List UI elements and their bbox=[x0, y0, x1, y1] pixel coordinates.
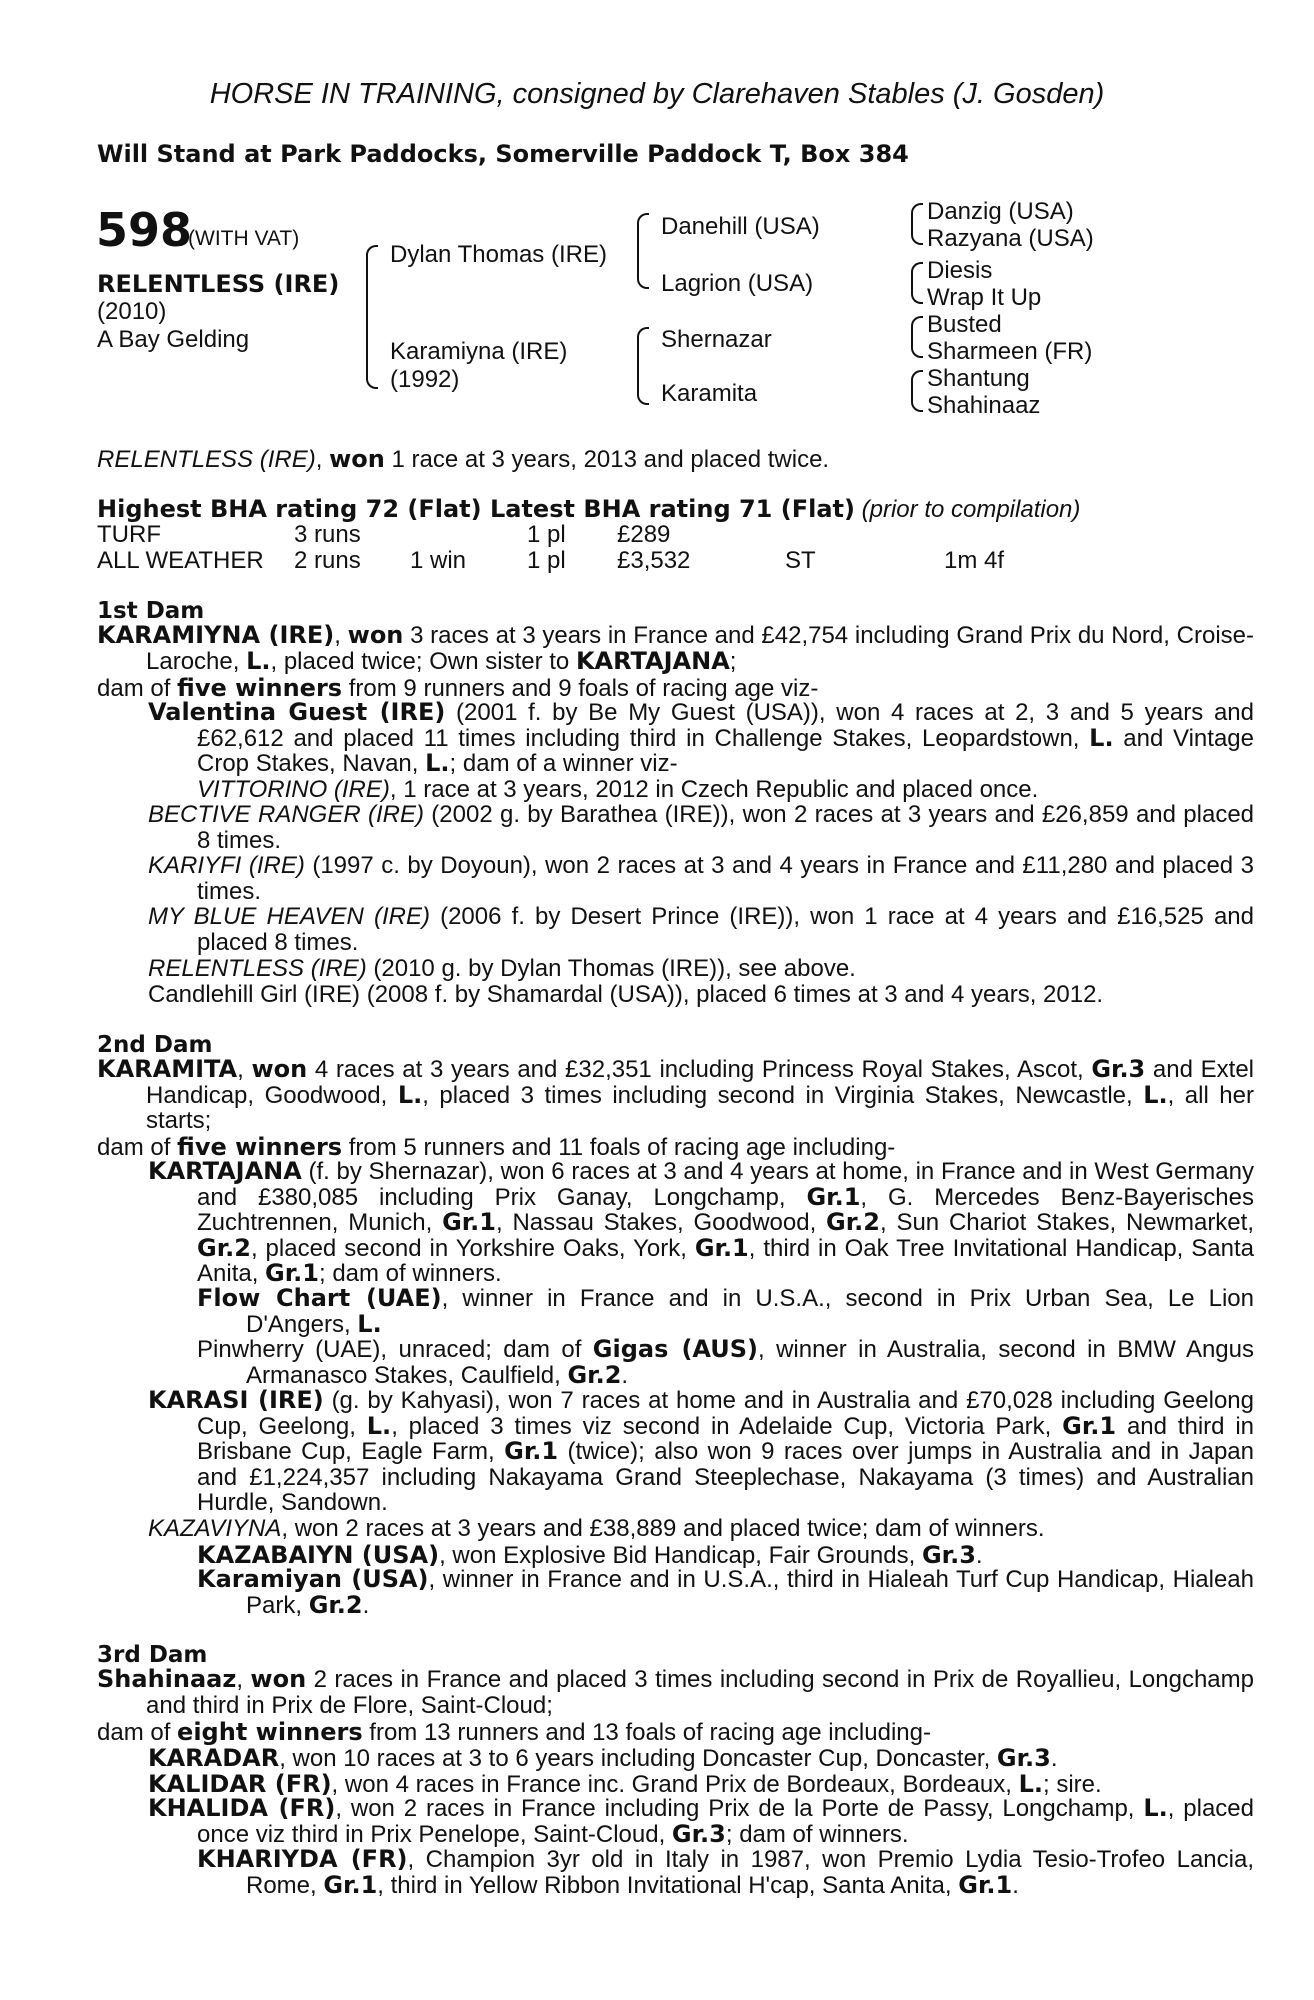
sire-dam: Lagrion (USA) bbox=[661, 270, 814, 297]
flow-chart-entry bbox=[197, 1286, 1254, 1337]
karasi-name: KARASI (IRE) bbox=[148, 1386, 324, 1414]
first-dam-of-rest: from 9 runners and 9 foals of racing age viz- bbox=[342, 675, 819, 702]
second-dam-heading: 2nd Dam bbox=[97, 1032, 213, 1058]
turf-surface: TURF bbox=[97, 521, 161, 548]
second-dam-of-rest: from 5 runners and 11 foals of racing age including- bbox=[342, 1134, 896, 1161]
karasi-text-3: and third in Brisbane Cup, Eagle Farm, bbox=[197, 1412, 1255, 1465]
third-dam-record bbox=[97, 1667, 1254, 1718]
sire-sire: Danehill (USA) bbox=[661, 213, 820, 240]
third-dam-heading: 3rd Dam bbox=[97, 1642, 208, 1668]
foaling-year: (2010) bbox=[97, 298, 167, 325]
pinwherry-entry bbox=[197, 1337, 1254, 1388]
pedigree-brace-sire bbox=[637, 213, 649, 289]
second-dam-text-3: , placed 3 times including second in Virginia Stakes, Newcastle, bbox=[422, 1081, 1144, 1109]
racing-summary bbox=[97, 445, 829, 474]
first-dam-comma: , bbox=[334, 622, 348, 649]
gg-dam-3: Sharmeen (FR) bbox=[927, 338, 1093, 365]
kartajana-entry bbox=[148, 1159, 1254, 1287]
pedigree-brace-dam bbox=[637, 327, 649, 405]
first-dam-text-3: ; bbox=[729, 647, 737, 675]
khariyda-entry bbox=[197, 1847, 1254, 1898]
kariyfi-entry bbox=[148, 853, 1254, 904]
karasi-text-2: , placed 3 times viz second in Adelaide Cup, Victoria Park, bbox=[391, 1412, 1063, 1440]
khalida-listed: L. bbox=[1143, 1794, 1168, 1822]
third-dam-produce bbox=[97, 1718, 931, 1747]
kartajana-gr1-d: Gr.1 bbox=[265, 1259, 319, 1287]
khalida-text: , won 2 races in France including Prix de la Porte de Passy, Longchamp, bbox=[335, 1795, 1144, 1822]
khariyda-gr1-a: Gr.1 bbox=[323, 1870, 378, 1899]
pedigree-brace-g2 bbox=[911, 262, 923, 304]
aw-money: £3,532 bbox=[617, 547, 691, 574]
turf-runs: 3 runs bbox=[294, 521, 361, 548]
kazaviyna-text: , won 2 races at 3 years and £38,889 and placed twice; dam of winners. bbox=[281, 1515, 1045, 1542]
khalida-text-3: ; dam of winners. bbox=[725, 1820, 909, 1848]
kartajana-gr1-a: Gr.1 bbox=[806, 1182, 861, 1211]
karamiyan-text-2: . bbox=[362, 1591, 370, 1619]
flow-chart-text: , winner in France and in U.S.A., second in Prix Urban Sea, Le Lion D'Angers, bbox=[246, 1285, 1254, 1338]
second-dam-name: KARAMITA bbox=[97, 1055, 238, 1083]
third-dam-text-1: 2 races in France and placed 3 times including second in Prix de Royallieu, Longchamp and third in Prix de Flore, Saint-Cloud; bbox=[146, 1666, 1254, 1719]
karasi-listed: L. bbox=[366, 1411, 392, 1440]
aw-runs: 2 runs bbox=[294, 547, 361, 574]
kartajana-text-2: , G. Mercedes Benz-Bayerisches Zuchtrennen, Munich, bbox=[197, 1183, 1254, 1236]
horse-name: RELENTLESS (IRE) bbox=[97, 270, 340, 298]
kartajana-text-4: , Sun Chariot Stakes, Newmarket, bbox=[879, 1209, 1254, 1236]
karadar-gr3: Gr.3 bbox=[996, 1744, 1051, 1772]
pinwherry-gr2: Gr.2 bbox=[567, 1360, 622, 1389]
my-blue-heaven-entry bbox=[148, 904, 1254, 955]
karasi-gr1-a: Gr.1 bbox=[1062, 1411, 1117, 1440]
kartajana-text-3: , Nassau Stakes, Goodwood, bbox=[496, 1209, 827, 1236]
kartajana-gr1-b: Gr.1 bbox=[442, 1208, 496, 1236]
dam-dam: Karamita bbox=[661, 380, 758, 407]
karasi-text-1: (g. by Kahyasi), won 7 races at home and in Australia and £70,028 including Geelong Cup, Geelong, bbox=[197, 1387, 1254, 1440]
turf-placed: 1 pl bbox=[527, 521, 566, 548]
khariyda-text-3: . bbox=[1012, 1871, 1019, 1899]
second-dam-of-label: dam of bbox=[97, 1134, 178, 1161]
kazabaiyn-name: KAZABAIYN (USA) bbox=[197, 1541, 440, 1569]
kartajana-gr1-c: Gr.1 bbox=[694, 1233, 749, 1262]
turf-money: £289 bbox=[617, 521, 671, 548]
pedigree-brace-main bbox=[366, 245, 378, 389]
kartajana-gr2-b: Gr.2 bbox=[197, 1233, 251, 1262]
pedigree-brace-g1 bbox=[911, 203, 923, 245]
relentless-name: RELENTLESS (IRE) bbox=[148, 955, 367, 982]
karamiyan-entry bbox=[197, 1567, 1254, 1618]
khalida-text-2: , placed once viz third in Prix Penelope, Saint-Cloud, bbox=[197, 1795, 1254, 1848]
pinwherry-text-2: , winner in Australia, second in BMW Angus Armanasco Stakes, Caulfield, bbox=[246, 1336, 1255, 1389]
sire-name: Dylan Thomas (IRE) bbox=[390, 241, 607, 268]
page-header-title: HORSE IN TRAINING, consigned by Clarehaven Stables (J. Gosden) bbox=[209, 78, 1105, 110]
aw-placed: 1 pl bbox=[527, 547, 566, 574]
vat-label: (WITH VAT) bbox=[188, 227, 300, 250]
gg-sire-4: Shantung bbox=[927, 365, 1030, 392]
valentina-text-3: ; dam of a winner viz- bbox=[449, 750, 678, 777]
candlehill-girl-entry: Candlehill Girl (IRE) (2008 f. by Shamardal (USA)), placed 6 times at 3 and 4 years, 2012. bbox=[148, 981, 1104, 1008]
first-dam-listed: L. bbox=[246, 646, 271, 675]
second-dam-record bbox=[97, 1057, 1254, 1134]
khariyda-text-2: , third in Yellow Ribbon Invitational H'cap, Santa Anita, bbox=[377, 1871, 959, 1899]
khalida-gr3: Gr.3 bbox=[671, 1819, 726, 1848]
my-blue-heaven-text: (2006 f. by Desert Prince (IRE)), won 1 race at 4 years and £16,525 and placed 8 times. bbox=[197, 903, 1255, 956]
khalida-name: KHALIDA (FR) bbox=[148, 1794, 336, 1822]
first-dam-won: won bbox=[347, 621, 404, 649]
lot-number: 598 bbox=[96, 203, 193, 257]
third-dam-of-label: dam of bbox=[97, 1719, 178, 1746]
vittorino-text: , 1 race at 3 years, 2012 in Czech Republic and placed once. bbox=[389, 776, 1039, 803]
khariyda-gr1-b: Gr.1 bbox=[958, 1870, 1013, 1899]
kalidar-name: KALIDAR (FR) bbox=[148, 1770, 332, 1798]
rating-note: (prior to compilation) bbox=[861, 496, 1081, 523]
dam-name: Karamiyna (IRE) bbox=[390, 338, 568, 365]
kalidar-text: , won 4 races in France inc. Grand Prix de Bordeaux, Bordeaux, bbox=[331, 1771, 1019, 1798]
second-dam-listed-2: L. bbox=[1143, 1080, 1168, 1109]
kartajana-text-6: , third in Oak Tree Invitational Handicap, Santa Anita, bbox=[197, 1234, 1254, 1287]
third-dam-winners: eight winners bbox=[177, 1718, 363, 1746]
summary-won: won bbox=[329, 445, 385, 473]
kazabaiyn-gr3: Gr.3 bbox=[921, 1541, 976, 1569]
khariyda-name: KHARIYDA (FR) bbox=[197, 1845, 408, 1873]
second-dam-text-4: , all her starts; bbox=[146, 1081, 1254, 1134]
kazaviyna-name: KAZAVIYNA bbox=[148, 1515, 282, 1542]
pinwherry-text-3: . bbox=[621, 1361, 629, 1389]
kartajana-text-1: (f. by Shernazar), won 6 races at 3 and 4 years at home, in France and in West Germany and £380,085 including Prix Ganay, Longchamp, bbox=[197, 1158, 1254, 1211]
gg-dam-2: Wrap It Up bbox=[927, 284, 1042, 311]
kariyfi-text: (1997 c. by Doyoun), won 2 races at 3 and 4 years in France and £11,280 and placed 3 times. bbox=[197, 852, 1254, 905]
khalida-entry bbox=[148, 1796, 1254, 1847]
karamiyan-gr2: Gr.2 bbox=[308, 1590, 363, 1619]
third-dam-of-rest: from 13 runners and 13 foals of racing age including- bbox=[362, 1719, 931, 1746]
aw-distance: 1m 4f bbox=[944, 547, 1005, 574]
valentina-guest-name: Valentina Guest (IRE) bbox=[148, 698, 446, 726]
bective-ranger-name: BECTIVE RANGER (IRE) bbox=[148, 801, 424, 828]
third-dam-won: won bbox=[250, 1665, 307, 1693]
valentina-listed-2: L. bbox=[425, 749, 450, 777]
gg-dam-4: Shahinaaz bbox=[927, 392, 1041, 419]
first-dam-name: KARAMIYNA (IRE) bbox=[97, 621, 335, 649]
karadar-text: , won 10 races at 3 to 6 years including Doncaster Cup, Doncaster, bbox=[279, 1745, 997, 1772]
second-dam-gr3: Gr.3 bbox=[1091, 1055, 1146, 1083]
karamiyan-text: , winner in France and in U.S.A., third in Hialeah Turf Cup Handicap, Hialeah Park, bbox=[246, 1566, 1255, 1619]
karamiyan-name: Karamiyan (USA) bbox=[197, 1565, 429, 1593]
first-dam-winners: five winners bbox=[177, 674, 343, 702]
aw-going: ST bbox=[785, 547, 816, 574]
first-dam-record bbox=[97, 623, 1254, 674]
first-dam-of-label: dam of bbox=[97, 675, 178, 702]
valentina-text-1: (2001 f. by Be My Guest (USA)), won 4 races at 2, 3 and 5 years and £62,612 and placed 11 times including third in Challenge Stakes, Leopardstown, bbox=[197, 699, 1254, 752]
flow-chart-name: Flow Chart (UAE) bbox=[197, 1284, 442, 1312]
aw-wins: 1 win bbox=[410, 547, 467, 574]
aw-surface: ALL WEATHER bbox=[97, 547, 264, 574]
valentina-guest-entry bbox=[148, 700, 1254, 777]
horse-description: A Bay Gelding bbox=[97, 326, 250, 353]
first-dam-text-2: , placed twice; Own sister to bbox=[270, 647, 576, 675]
karadar-text-2: . bbox=[1050, 1745, 1058, 1772]
vittorino-entry bbox=[197, 776, 1038, 804]
pedigree-brace-g3 bbox=[911, 316, 923, 358]
dam-year: (1992) bbox=[390, 366, 460, 393]
karasi-entry bbox=[148, 1388, 1254, 1516]
summary-horse-name: RELENTLESS (IRE) bbox=[97, 446, 316, 473]
bective-ranger-text: (2002 g. by Barathea (IRE)), won 2 races at 3 years and £26,859 and placed 8 times. bbox=[197, 801, 1255, 854]
khariyda-text: , Champion 3yr old in Italy in 1987, won Premio Lydia Tesio-Trofeo Lancia, Rome, bbox=[246, 1846, 1254, 1899]
kazabaiyn-text: , won Explosive Bid Handicap, Fair Grounds, bbox=[439, 1542, 922, 1569]
my-blue-heaven-name: MY BLUE HEAVEN (IRE) bbox=[148, 903, 430, 930]
gigas-name: Gigas (AUS) bbox=[592, 1335, 759, 1363]
karasi-gr1-b: Gr.1 bbox=[504, 1437, 559, 1465]
first-dam-heading: 1st Dam bbox=[97, 598, 205, 624]
first-dam-sister: KARTAJANA bbox=[575, 646, 730, 675]
third-dam-comma: , bbox=[236, 1666, 251, 1693]
gg-sire-3: Busted bbox=[927, 311, 1002, 338]
kartajana-text-7: ; dam of winners. bbox=[318, 1260, 502, 1287]
third-dam-name: Shahinaaz bbox=[97, 1665, 237, 1693]
kalidar-listed: L. bbox=[1018, 1770, 1043, 1798]
first-dam-text-1: 3 races at 3 years in France and £42,754 including Grand Prix du Nord, Croise-Laroche, bbox=[146, 622, 1254, 675]
stall-location: Will Stand at Park Paddocks, Somerville Paddock T, Box 384 bbox=[97, 140, 909, 168]
karadar-name: KARADAR bbox=[148, 1744, 280, 1772]
karasi-text-4: (twice); also won 9 races over jumps in Australia and in Japan and £1,224,357 including Nakayama Grand Steeplechase, Nakayama (3 times) and Australian Hurdle, Sandown. bbox=[197, 1438, 1254, 1516]
kazaviyna-entry bbox=[148, 1515, 1045, 1543]
bha-rating-line bbox=[97, 495, 1080, 524]
kalidar-text-2: ; sire. bbox=[1042, 1771, 1102, 1798]
bective-ranger-entry bbox=[148, 802, 1254, 853]
gg-dam-1: Razyana (USA) bbox=[927, 225, 1094, 252]
kartajana-gr2-a: Gr.2 bbox=[826, 1208, 880, 1236]
vittorino-name: VITTORINO (IRE) bbox=[197, 776, 390, 803]
summary-rest: 1 race at 3 years, 2013 and placed twice. bbox=[384, 446, 830, 473]
valentina-listed-1: L. bbox=[1089, 723, 1114, 752]
karadar-entry bbox=[148, 1744, 1058, 1773]
second-dam-text-2: and Extel Handicap, Goodwood, bbox=[146, 1056, 1255, 1109]
summary-comma: , bbox=[315, 446, 330, 473]
flow-chart-listed: L. bbox=[357, 1309, 382, 1338]
second-dam-won: won bbox=[251, 1055, 308, 1083]
kartajana-text-5: , placed second in Yorkshire Oaks, York, bbox=[250, 1234, 695, 1262]
pinwherry-text-1: Pinwherry (UAE), unraced; dam of bbox=[197, 1336, 593, 1363]
relentless-text: (2010 g. by Dylan Thomas (IRE)), see above. bbox=[366, 955, 856, 982]
gg-sire-2: Diesis bbox=[927, 257, 993, 284]
gg-sire-1: Danzig (USA) bbox=[927, 198, 1074, 225]
pedigree-brace-g4 bbox=[911, 370, 923, 412]
second-dam-comma: , bbox=[237, 1056, 252, 1083]
bha-rating: Highest BHA rating 72 (Flat) Latest BHA rating 71 (Flat) bbox=[97, 495, 855, 523]
second-dam-text-1: 4 races at 3 years and £32,351 including Princess Royal Stakes, Ascot, bbox=[307, 1056, 1092, 1083]
kartajana-name: KARTAJANA bbox=[148, 1157, 302, 1185]
kariyfi-name: KARIYFI (IRE) bbox=[148, 852, 305, 879]
second-dam-winners: five winners bbox=[177, 1133, 343, 1161]
valentina-text-2: and Vintage Crop Stakes, Navan, bbox=[197, 724, 1254, 777]
dam-sire: Shernazar bbox=[661, 326, 772, 353]
relentless-entry bbox=[148, 955, 856, 983]
kazabaiyn-text-2: . bbox=[975, 1542, 983, 1569]
second-dam-listed-1: L. bbox=[397, 1080, 423, 1109]
